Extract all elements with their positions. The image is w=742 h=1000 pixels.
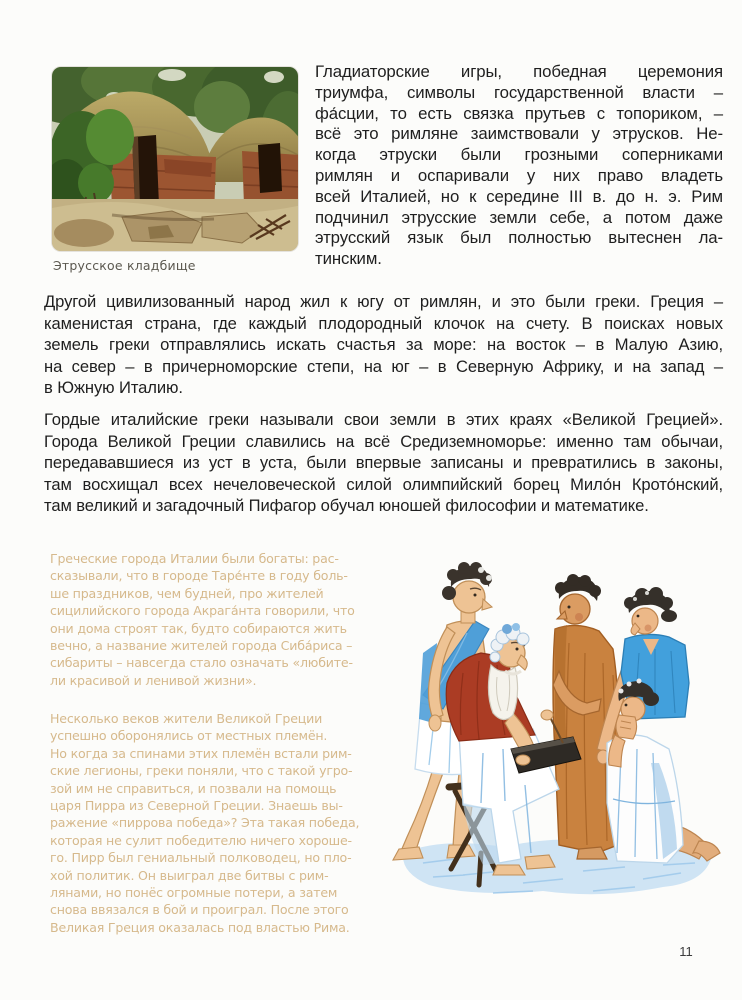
text-line: ли красивой и ленивой жизни». [50,672,257,688]
sidenote-pyrrhus [50,710,358,936]
text-line: ше праздников, чем будней, про жителей [50,585,324,601]
text-line: хой политик. Он выиграл две битвы с рим- [50,867,329,883]
text-line: на север – в причерноморские степи, на юг – в Северную Африку, и на запад – [44,356,723,376]
text-line: сицилийского города Акрага́нта говорили, что [50,603,355,619]
photo-caption: Этрусское кладбище [53,258,196,273]
text-line: зой им не справиться, и позвали на помощь [50,780,337,796]
text-line: всей Италией, но к середине III в. до н. э. Рим [315,186,723,206]
text-line: когда этруски были грозными соперниками [315,145,723,165]
text-line: успешно оборонялись от местных племён. [50,728,328,744]
etruscan-tombs-image [52,67,298,251]
text-line: Другой цивилизованный народ жил к югу от римлян, и это были греки. Греция – [44,292,723,311]
text-line: Несколько веков жители Великой Греции [50,711,323,726]
text-line: вечно, а название жителей города Сиба́риса – [50,638,353,654]
text-line: Греческие города Италии были богаты: рас- [50,551,339,566]
text-line: римлян и оспаривали у них право владеть [315,165,723,185]
text-line: всё это римляне заимствовали у этрусков. Не- [315,124,723,144]
text-line: триумфа, символы государственной власти – [315,82,723,102]
philosophers-illustration [363,553,742,948]
text-line: фа́сции, то есть связка прутьев с топориком, – [315,103,723,123]
text-line: земель греки отправлялись искать счастья за море: на восток – в Малую Азию, [44,335,723,355]
text-line: Великая Греция оказалась под властью Рима. [50,919,350,935]
page-number: 11 [679,944,693,959]
etruscan-cemetery-photo [52,67,298,251]
text-line: сибариты – навсегда стало означать «любите- [50,655,353,671]
paragraph-greeks [44,291,723,399]
text-line: снова ввязался в бой и проиграл. После этого [50,902,349,918]
text-line: там великий и загадочный Пифагор обучал юношей философии и математике. [44,496,649,516]
text-line: Города Великой Греции славились на всё Средиземноморье: именно там обычаи, [44,431,723,451]
text-line: Но когда за спинами этих племён встали рим- [50,745,352,761]
text-line: ские легионы, греки поняли, что с такой угро- [50,763,353,779]
text-line: этрусский язык был полностью вытеснен ла- [315,228,723,248]
text-line: Гладиаторские игры, победная церемония [315,62,723,81]
text-line: го. Пирр был гениальный полководец, но пло- [50,850,352,866]
text-line: Гордые италийские греки называли свои земли в этих краях «Великой Грецией». [44,410,723,429]
philosopher-teaching-image [363,553,742,948]
text-line: там восхищал всех нечеловеческой силой олимпийский борец Мило́н Крото́нский, [44,474,723,494]
text-line: сказывали, что в городе Таре́нте в году боль- [50,568,348,584]
text-line: тинским. [315,249,382,269]
sidenote-greek-cities [50,550,358,689]
text-line: ражение «пиррова победа»? Эта такая победа, [50,815,360,831]
text-line: они дома строят так, будто собираются жить [50,620,347,636]
paragraph-etruscans [315,62,723,270]
paragraph-magna-graecia [44,409,723,517]
text-line: в Южную Италию. [44,378,183,398]
text-line: которая не сулит победителю ничего хороше- [50,832,352,848]
text-line: каменистая страна, где каждый плодородный клочок на счету. В поисках новых [44,313,723,333]
text-line: лянами, но понёс огромные потери, а затем [50,885,338,901]
text-line: подчинил этрусские земли себе, а потом даже [315,207,723,227]
text-line: царя Пирра из Северной Греции. Знаешь вы- [50,798,343,814]
text-line: передававшиеся из уст в уста, были впервые записаны и превратились в законы, [44,453,723,473]
